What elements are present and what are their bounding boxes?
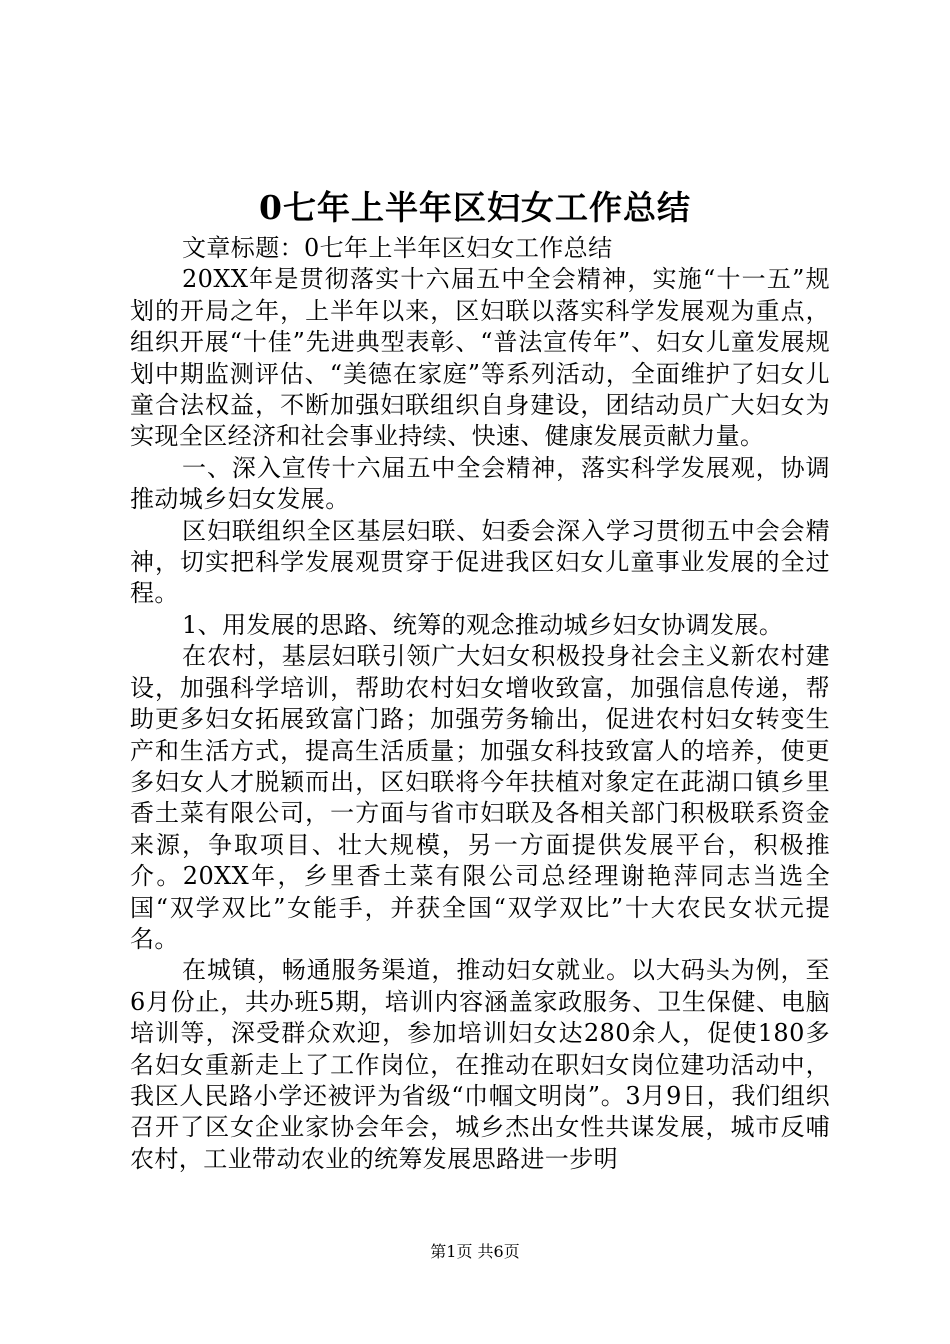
body-paragraph: 20XX年是贯彻落实十六届五中全会精神，实施“十一五”规划的开局之年，上半年以来，区妇联以落实科学发展观为重点，组织开展“十佳”先进典型表彰、“普法宣传年”、妇女儿童发展规划中期监测评估、“美德在家庭”等系列活动，全面维护了妇女儿童合法权益，不断加强妇联组织自身建设，团结动员广大妇女为实现全区经济和社会事业持续、快速、健康发展贡献力量。	[130, 265, 830, 451]
body-paragraph: 区妇联组织全区基层妇联、妇委会深入学习贯彻五中会会精神，切实把科学发展观贯穿于促进我区妇女儿童事业发展的全过程。	[130, 516, 830, 608]
document-title: 0七年上半年区妇女工作总结	[259, 188, 691, 227]
article-heading-line: 文章标题：0七年上半年区妇女工作总结	[182, 234, 613, 262]
section-heading: 一、深入宣传十六届五中全会精神，落实科学发展观，协调推动城乡妇女发展。	[130, 453, 830, 514]
document-body	[130, 233, 830, 1175]
subsection-heading: 1、用发展的思路、统筹的观念推动城乡妇女协调发展。	[182, 610, 784, 639]
body-paragraph: 在城镇，畅通服务渠道，推动妇女就业。以大码头为例，至6月份止，共办班5期，培训内容涵盖家政服务、卫生保健、电脑培训等，深受群众欢迎，参加培训妇女达280余人，促使180多名妇女重新走上了工作岗位，在推动在职妇女岗位建功活动中，我区人民路小学还被评为省级“巾帼文明岗”。3月9日，我们组织召开了区女企业家协会年会，城乡杰出女性共谋发展，城市反哺农村，工业带动农业的统筹发展思路进一步明	[130, 956, 830, 1173]
body-paragraph: 在农村，基层妇联引领广大妇女积极投身社会主义新农村建设，加强科学培训，帮助农村妇女增收致富，加强信息传递，帮助更多妇女拓展致富门路；加强劳务输出，促进农村妇女转变生产和生活方式，提高生活质量；加强女科技致富人的培养，使更多妇女人才脱颖而出，区妇联将今年扶植对象定在茈湖口镇乡里香土菜有限公司，一方面与省市妇联及各相关部门积极联系资金来源，争取项目、壮大规模，另一方面提供发展平台，积极推介。20XX年，乡里香土菜有限公司总经理谢艳萍同志当选全国“双学双比”女能手，并获全国“双学双比”十大农民女状元提名。	[130, 642, 830, 953]
page-number-footer: 第1页 共6页	[430, 1242, 520, 1261]
